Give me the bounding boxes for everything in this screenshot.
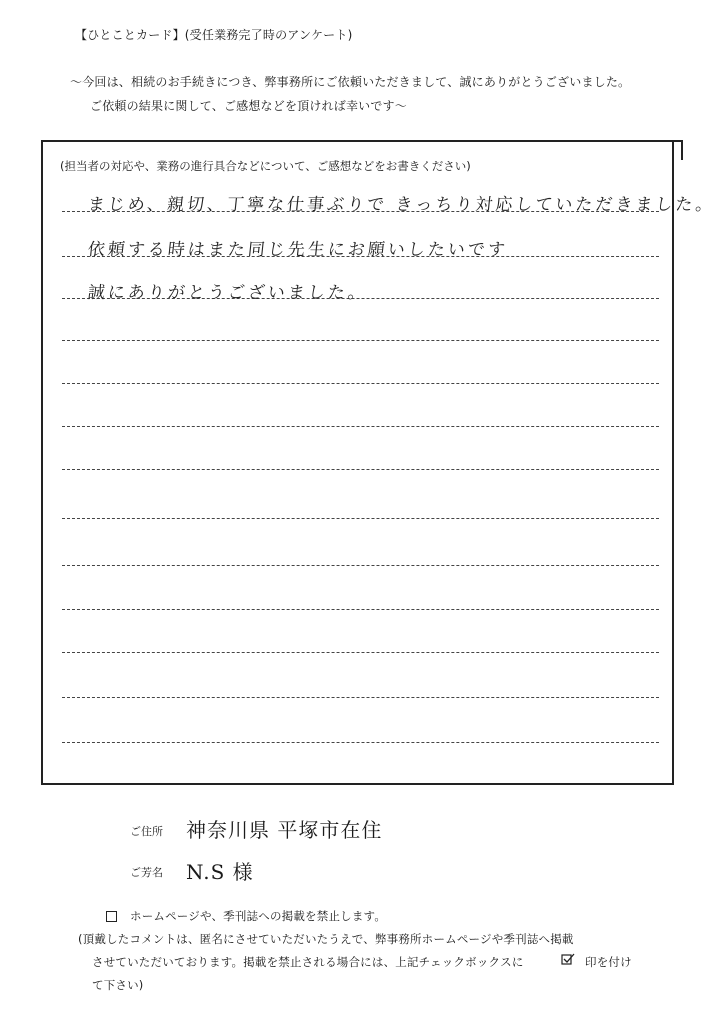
handwritten-line-1: まじめ、親切、丁寧な仕事ぶりで きっちり対応していただきました。 (86, 195, 717, 215)
no-publish-checkbox[interactable] (106, 911, 117, 922)
note-line-1: (頂戴したコメントは、匿名にさせていただいたうえで、弊事務所ホームページや季刊誌へ掲載 (78, 932, 574, 946)
name-value: N.S 様 (186, 860, 254, 884)
checkmark-icon (561, 953, 575, 965)
address-label: ご住所 (130, 825, 163, 838)
intro-line-1: ～今回は、相続のお手続きにつき、弊事務所にご依頼いただきまして、誠にありがとうございました。 (70, 75, 631, 89)
ruled-line (62, 469, 659, 470)
note-line-2a: させていただいております。掲載を禁止される場合には、上記チェックボックスに (92, 955, 524, 969)
name-label: ご芳名 (130, 866, 163, 879)
ruled-line (62, 697, 659, 698)
ruled-line (62, 340, 659, 341)
note-line-3: て下さい) (92, 978, 144, 992)
ruled-line (62, 426, 659, 427)
handwritten-line-3: 誠にありがとうございました。 (86, 283, 369, 303)
handwritten-line-2: 依頼する時はまた同じ先生にお願いしたいです (86, 240, 509, 260)
address-value: 神奈川県 平塚市在住 (186, 818, 383, 842)
comment-prompt: (担当者の対応や、業務の進行具合などについて、ご感想などをお書きください) (60, 159, 471, 173)
ruled-line (62, 518, 659, 519)
ruled-line (62, 383, 659, 384)
ruled-line (62, 609, 659, 610)
note-line-2b: 印を付け (585, 955, 632, 969)
ruled-line (62, 565, 659, 566)
intro-line-2: ご依頼の結果に関して、ご感想などを頂ければ幸いです～ (90, 99, 407, 113)
box-corner-mark-vertical (681, 140, 683, 160)
checkbox-label: ホームページや、季刊誌への掲載を禁止します。 (130, 909, 387, 923)
ruled-line (62, 652, 659, 653)
card-title: 【ひとことカード】(受任業務完了時のアンケート) (75, 28, 353, 42)
ruled-line (62, 742, 659, 743)
